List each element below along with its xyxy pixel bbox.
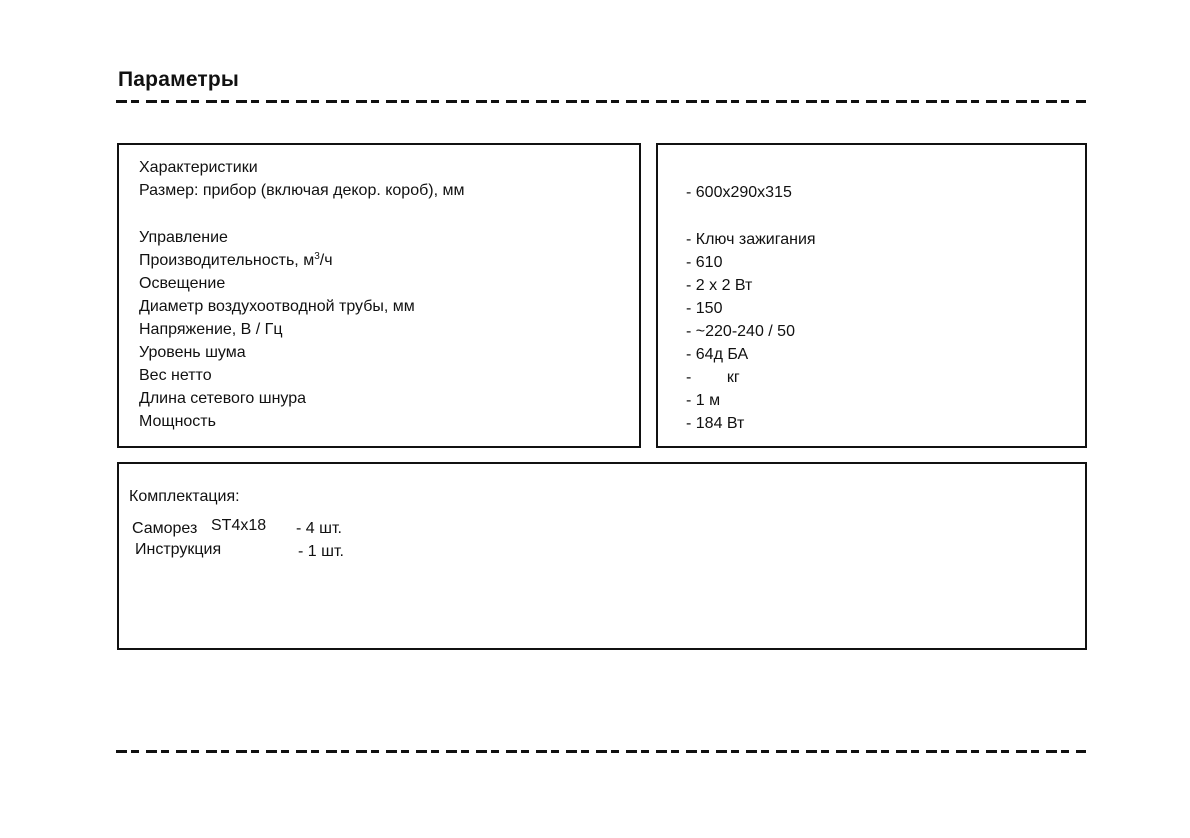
spec-label-noise: Уровень шума [139,344,246,361]
kit-item-screw-code: ST4x18 [211,517,267,534]
spec-value-size: - 600x290x315 [686,184,792,201]
spec-value-control: - Ключ зажигания [686,231,816,248]
spec-label-weight: Вес нетто [139,367,212,384]
spec-value-voltage: - ~220-240 / 50 [686,323,795,340]
spec-label-capacity-text: Производительность, м [139,252,315,269]
top-dashed-divider [116,100,1086,103]
kit-item-manual-name: Инструкция [135,541,222,558]
spec-label-cord-length: Длина сетевого шнура [139,390,307,407]
spec-value-power: - 184 Вт [686,415,745,432]
spec-label-duct-diameter: Диаметр воздухоотводной трубы, мм [139,298,415,315]
spec-label-capacity-sup: 3 [314,251,320,262]
spec-value-cord-length: - 1 м [686,392,721,409]
specs-header: Характеристики [139,159,258,176]
kit-item-manual-qty: - 1 шт. [298,543,344,560]
spec-label-lighting: Освещение [139,275,226,292]
kit-item-screw-name: Саморез [132,520,198,537]
spec-value-weight: - кг [686,369,740,386]
spec-value-capacity: - 610 [686,254,723,271]
spec-value-lighting: - 2 x 2 Вт [686,277,753,294]
spec-value-duct-diameter: - 150 [686,300,723,317]
page-title: Параметры [118,68,240,91]
spec-label-power: Мощность [139,413,216,430]
spec-label-control: Управление [139,229,228,246]
kit-header: Комплектация: [129,488,240,505]
specs-values-box [656,143,1087,448]
spec-label-capacity [139,251,333,271]
kit-item-screw-qty: - 4 шт. [296,520,342,537]
specs-labels-box [117,143,641,448]
spec-label-voltage: Напряжение, В / Гц [139,321,283,338]
kit-box [117,462,1087,650]
bottom-dashed-divider [116,750,1086,753]
spec-label-size: Размер: прибор (включая декор. короб), мм [139,182,465,199]
spec-label-capacity-tail: /ч [319,252,333,269]
spec-value-noise: - 64д БА [686,346,749,363]
